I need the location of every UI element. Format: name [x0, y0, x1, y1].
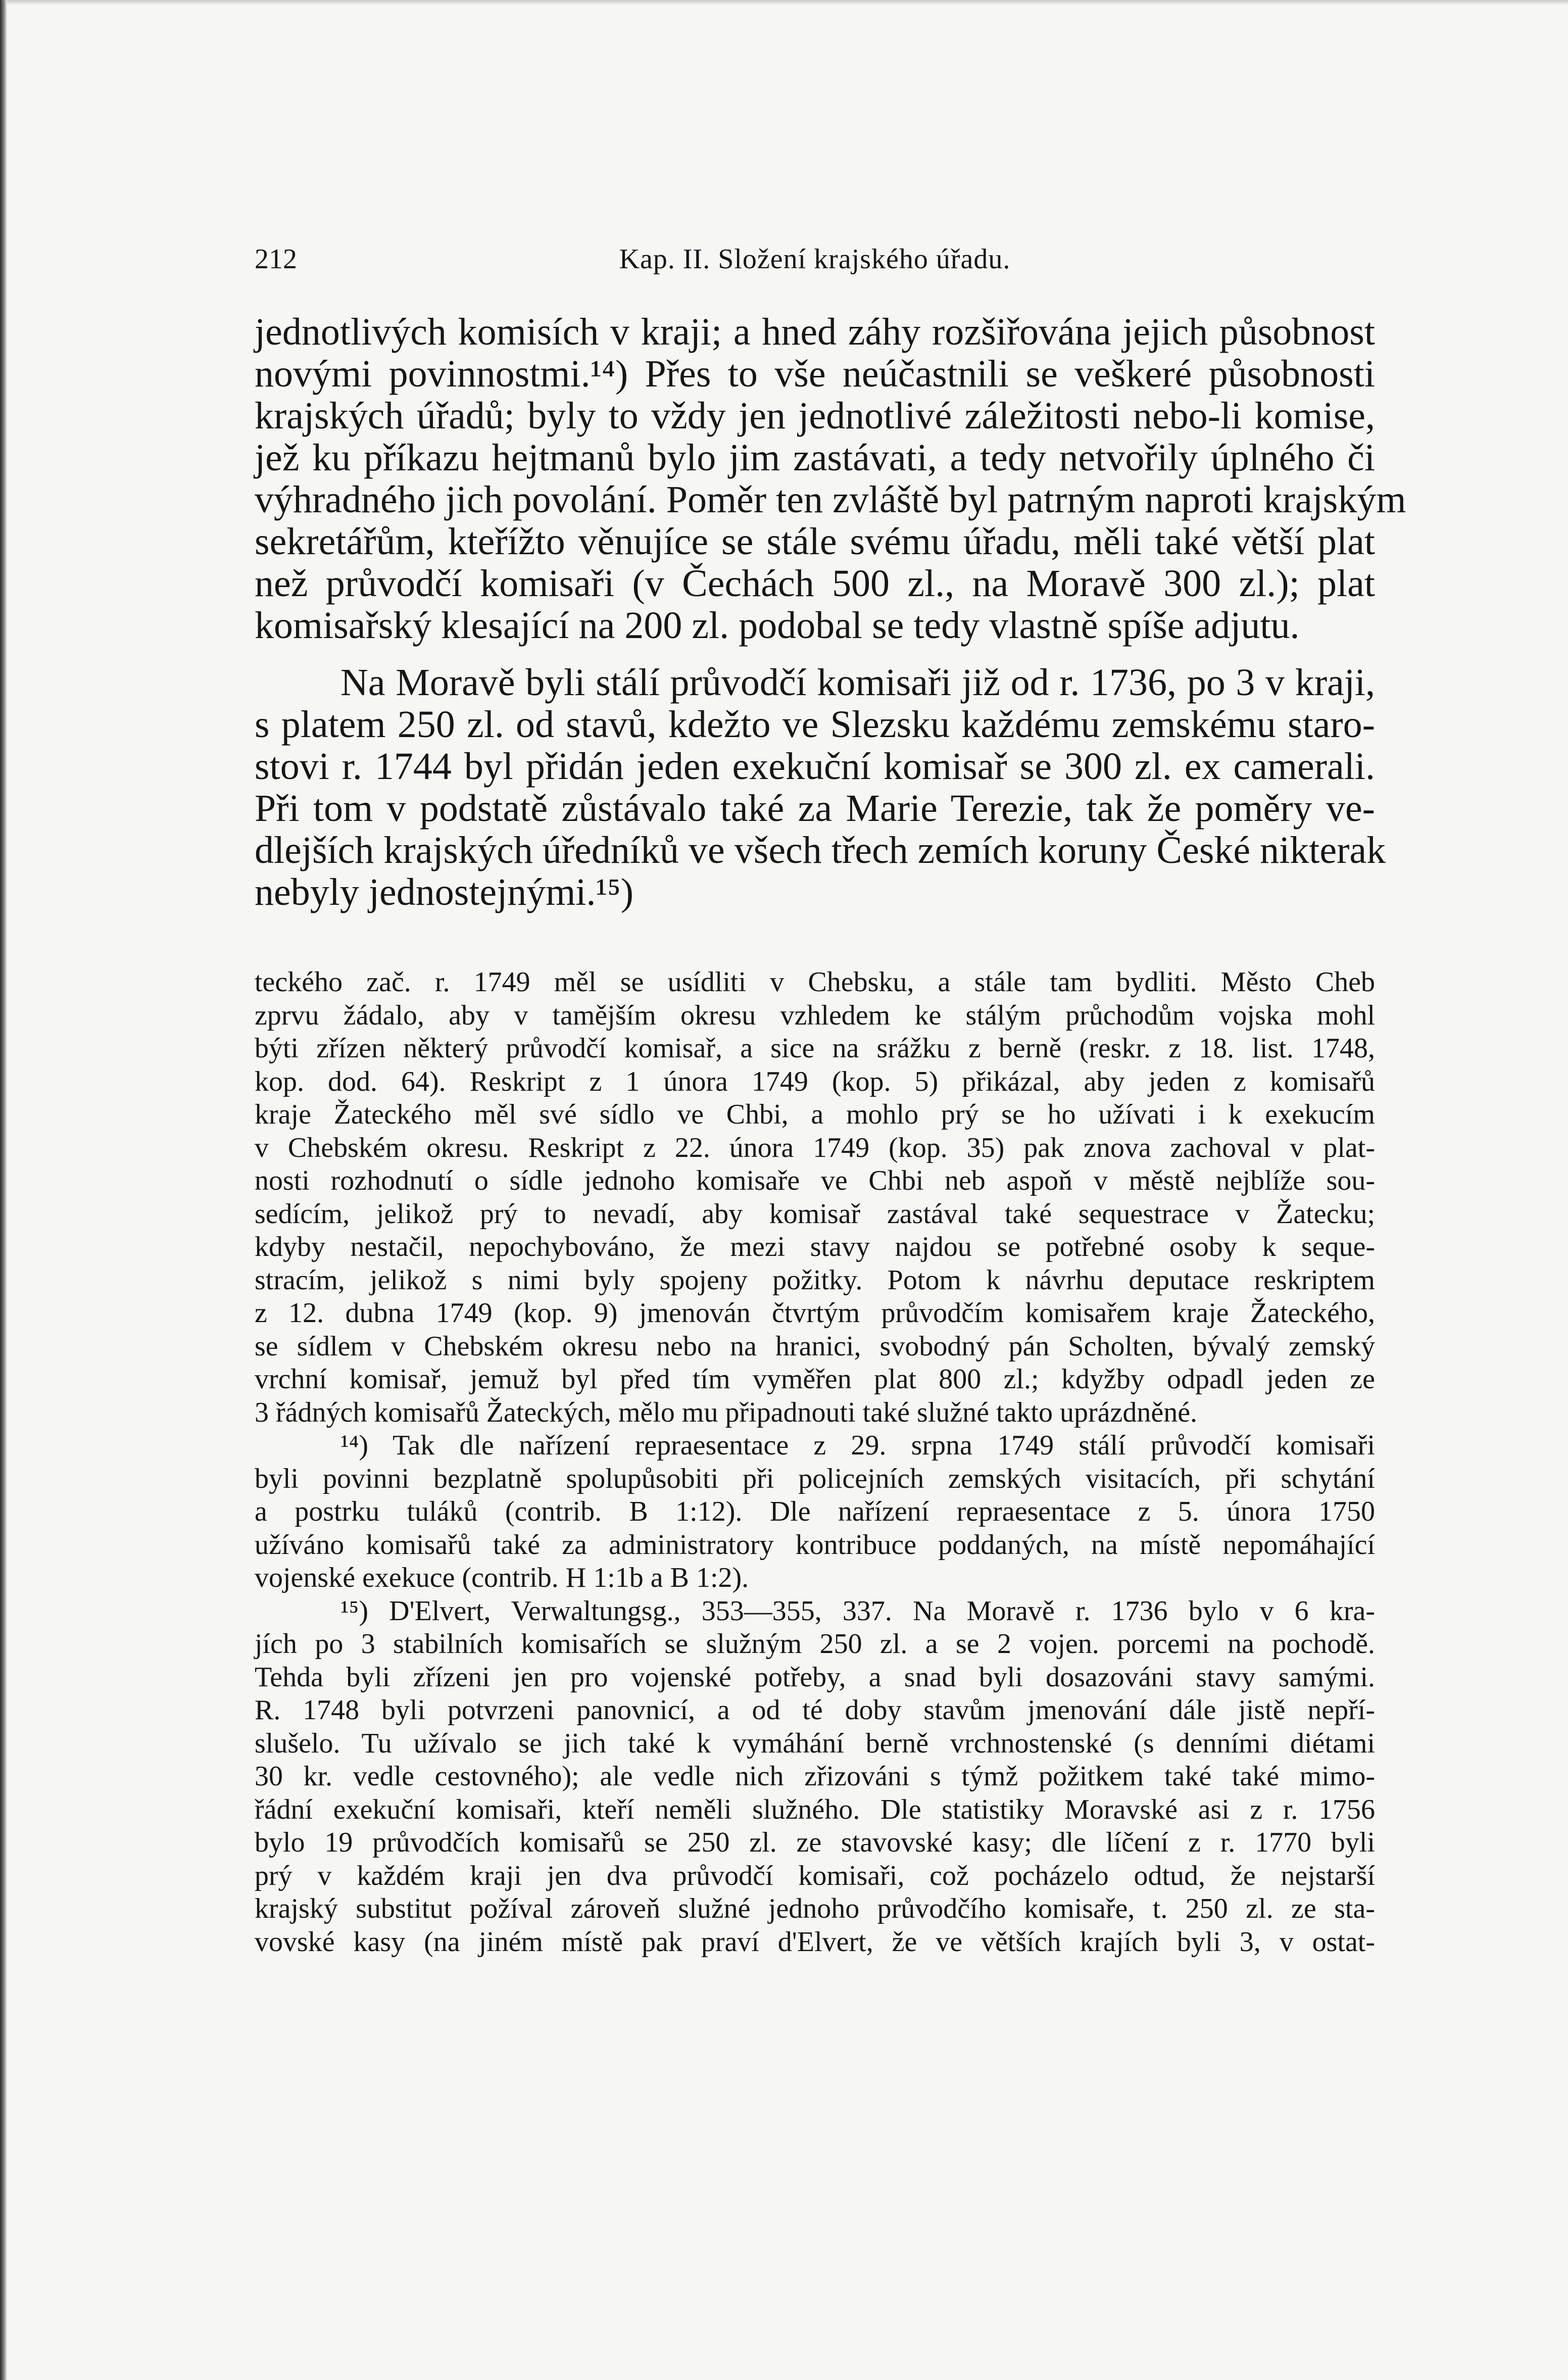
footnote-line: užíváno komisařů také za administratory kontribuce poddaných, na místě nepomáhající [255, 1529, 1375, 1561]
text-line: jež ku příkazu hejtmanů bylo jim zastávati, a tedy netvořily úplného či [255, 436, 1375, 479]
footnote-line: ¹⁵) D'Elvert, Verwaltungsg., 353—355, 337. Na Moravě r. 1736 bylo v 6 kra- [340, 1595, 1375, 1627]
footnote-line: vojenské exekuce (contrib. H 1:1b a B 1:2). [255, 1562, 749, 1593]
text-line: výhradného jich povolání. Poměr ten zvláště byl patrným naproti krajským [255, 478, 1406, 521]
footnote-line: sedícím, jelikož prý to nevadí, aby komisař zastával také sequestrace v Žatecku; [255, 1198, 1375, 1230]
footnote-line: byli povinni bezplatně spolupůsobiti při policejních zemských visitacích, při schytání [255, 1463, 1375, 1494]
footnote-line: prý v každém kraji jen dva průvodčí komisaři, což pocházelo odtud, že nejstarší [255, 1860, 1375, 1891]
footnote-line: v Chebském okresu. Reskript z 22. února 1749 (kop. 35) pak znova zachoval v plat- [255, 1132, 1375, 1163]
footnote-line: kop. dod. 64). Reskript z 1 února 1749 (kop. 5) přikázal, aby jeden z komisařů [255, 1065, 1375, 1097]
page-header [255, 241, 1375, 277]
text-line: s platem 250 zl. od stavů, kdežto ve Slezsku každému zemskému staro- [255, 703, 1375, 746]
text-line: krajských úřadů; byly to vždy jen jednotlivé záležitosti nebo-li komise, [255, 395, 1375, 437]
footnote-line: 3 řádných komisařů Žateckých, mělo mu připadnouti také služné takto uprázdněné. [255, 1396, 1198, 1428]
footnotes [255, 966, 1375, 1959]
footnote-continuation [255, 966, 1375, 1429]
footnote-line: ¹⁴) Tak dle nařízení repraesentace z 29. srpna 1749 stálí průvodčí komisaři [340, 1430, 1375, 1461]
page-top-edge [0, 0, 1568, 5]
footnote-line: se sídlem v Chebském okresu nebo na hranici, svobodný pán Scholten, bývalý zemský [255, 1330, 1375, 1362]
footnote-line: zprvu žádalo, aby v tamějším okresu vzhledem ke stálým průchodům vojska mohl [255, 999, 1375, 1031]
footnote-line: krajský substitut požíval zároveň služné jednoho průvodčího komisaře, t. 250 zl. ze sta- [255, 1893, 1375, 1924]
footnote-line: vovské kasy (na jiném místě pak praví d'Elvert, že ve větších krajích byli 3, v ostat- [255, 1926, 1375, 1958]
footnote-line: Tehda byli zřízeni jen pro vojenské potřeby, a snad byli dosazováni stavy samými. [255, 1661, 1375, 1693]
text-line: sekretářům, kteřížto věnujíce se stále svému úřadu, měli také větší plat [255, 520, 1375, 563]
text-line: Na Moravě byli stálí průvodčí komisaři již od r. 1736, po 3 v kraji, [340, 661, 1375, 704]
text-line: stovi r. 1744 byl přidán jeden exekuční komisař se 300 zl. ex camerali. [255, 745, 1375, 788]
footnote-line: teckého zač. r. 1749 měl se usídliti v Chebsku, a stále tam bydliti. Město Cheb [255, 966, 1375, 998]
footnote-15 [255, 1595, 1375, 1959]
main-text [255, 311, 1406, 913]
running-head: Kap. II. Složení krajského úřadu. [619, 244, 1011, 275]
footnote-line: býti zřízen některý průvodčí komisař, a sice na srážku z berně (reskr. z 18. list. 1748, [255, 1033, 1375, 1064]
main-paragraph [255, 311, 1406, 647]
footnote-line: z 12. dubna 1749 (kop. 9) jmenován čtvrtým průvodčím komisařem kraje Žateckého, [255, 1297, 1375, 1329]
main-paragraph [255, 661, 1386, 913]
footnote-line: jích po 3 stabilních komisařích se služným 250 zl. a se 2 vojen. porcemi na pochodě. [255, 1628, 1375, 1660]
text-line: Při tom v podstatě zůstávalo také za Marie Terezie, tak že poměry ve- [255, 787, 1375, 830]
footnote-line: vrchní komisař, jemuž byl před tím vyměřen plat 800 zl.; kdyžby odpadl jeden ze [255, 1364, 1375, 1395]
footnote-line: stracím, jelikož s nimi byly spojeny požitky. Potom k návrhu deputace reskriptem [255, 1264, 1375, 1296]
text-line: komisařský klesající na 200 zl. podobal se tedy vlastně spíše adjutu. [255, 604, 1300, 647]
footnote-14 [255, 1429, 1375, 1595]
footnote-line: nosti rozhodnutí o sídle jednoho komisaře ve Chbi neb aspoň v městě nejblíže sou- [255, 1165, 1375, 1196]
footnote-line: a postrku tuláků (contrib. B 1:12). Dle nařízení repraesentace z 5. února 1750 [255, 1496, 1375, 1527]
page-number: 212 [255, 244, 297, 275]
text-line: nebyly jednostejnými.¹⁵) [255, 871, 634, 913]
footnote-line: kraje Žateckého měl své sídlo ve Chbi, a mohlo prý se ho užívati i k exekucím [255, 1099, 1375, 1130]
text-line: jednotlivých komisích v kraji; a hned záhy rozšiřována jejich působnost [255, 311, 1375, 353]
footnote-line: slušelo. Tu užívalo se jich také k vymáhání berně vrchnostenské (s denními diétami [255, 1727, 1375, 1759]
footnote-line: řádní exekuční komisaři, kteří neměli služného. Dle statistiky Moravské asi z r. 1756 [255, 1793, 1375, 1825]
footnote-line: bylo 19 průvodčích komisařů se 250 zl. ze stavovské kasy; dle líčení z r. 1770 byli [255, 1827, 1375, 1858]
text-line: dlejších krajských úředníků ve všech třech zemích koruny České nikterak [255, 829, 1386, 871]
footnote-line: kdyby nestačil, nepochybováno, že mezi stavy najdou se potřebné osoby k seque- [255, 1231, 1375, 1262]
text-line: než průvodčí komisaři (v Čechách 500 zl., na Moravě 300 zl.); plat [255, 562, 1375, 605]
footnote-line: 30 kr. vedle cestovného); ale vedle nich zřizováni s týmž požitkem také také mimo- [255, 1761, 1375, 1792]
footnote-line: R. 1748 byli potvrzeni panovnicí, a od té doby stavům jmenování dále jistě nepří- [255, 1694, 1375, 1726]
page-binding-edge [0, 0, 7, 2380]
text-line: novými povinnostmi.¹⁴) Přes to vše neúčastnili se veškeré působnosti [255, 353, 1375, 395]
